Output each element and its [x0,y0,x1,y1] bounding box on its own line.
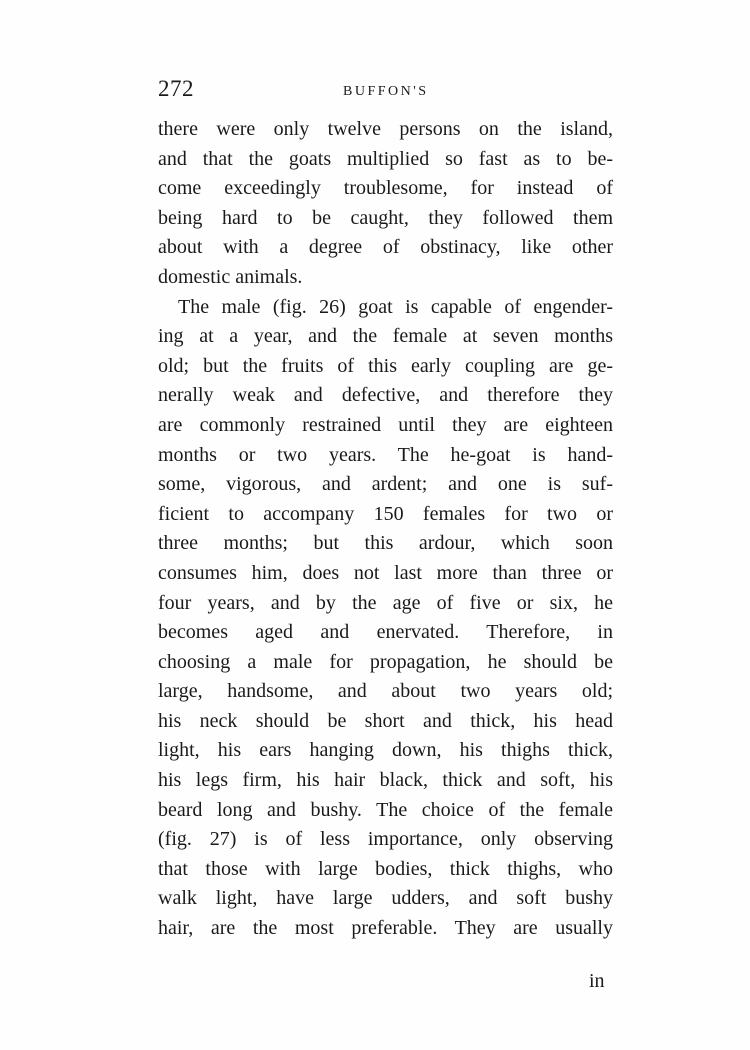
text-line: his neck should be short and thick, his head [158,709,613,732]
text-line: being hard to be caught, they followed them [158,206,613,229]
text-line: three months; but this ardour, which soon [158,532,613,555]
text-line: The male (fig. 26) goat is capable of engender- [178,295,613,318]
text-line: large, handsome, and about two years old; [158,680,613,703]
text-line: hair, are the most preferable. They are usually [158,917,613,940]
text-line: walk light, have large udders, and soft bushy [158,887,613,910]
text-line: domestic animals. [158,265,303,288]
running-title: BUFFON'S [343,84,429,99]
text-line: nerally weak and defective, and therefore they [158,384,613,407]
text-line: ficient to accompany 150 females for two or [158,502,613,525]
body-text [158,115,613,944]
text-line: ing at a year, and the female at seven months [158,325,613,348]
text-line: light, his ears hanging down, his thighs thick, [158,739,613,762]
catchword: in [589,970,605,992]
text-line: there were only twelve persons on the island, [158,118,613,140]
text-line: (fig. 27) is of less importance, only observing [158,828,613,851]
text-line: choosing a male for propagation, he should be [158,650,613,673]
text-line: old; but the fruits of this early coupling are ge- [158,354,613,377]
text-line: some, vigorous, and ardent; and one is suf- [158,473,613,496]
page-number: 272 [158,76,194,101]
text-line: are commonly restrained until they are eighteen [158,413,613,436]
text-line: beard long and bushy. The choice of the female [158,798,613,821]
text-line: about with a degree of obstinacy, like other [158,236,613,259]
text-line: come exceedingly troublesome, for instead of [158,177,613,200]
text-line: consumes him, does not last more than three or [158,561,613,584]
text-line: that those with large bodies, thick thighs, who [158,857,613,880]
text-line: months or two years. The he-goat is hand- [158,443,613,466]
text-line: his legs firm, his hair black, thick and soft, his [158,769,613,792]
text-line: becomes aged and enervated. Therefore, in [158,621,613,644]
text-line: four years, and by the age of five or six, he [158,591,613,614]
running-head [158,76,613,106]
text-line: and that the goats multiplied so fast as to be- [158,147,613,170]
